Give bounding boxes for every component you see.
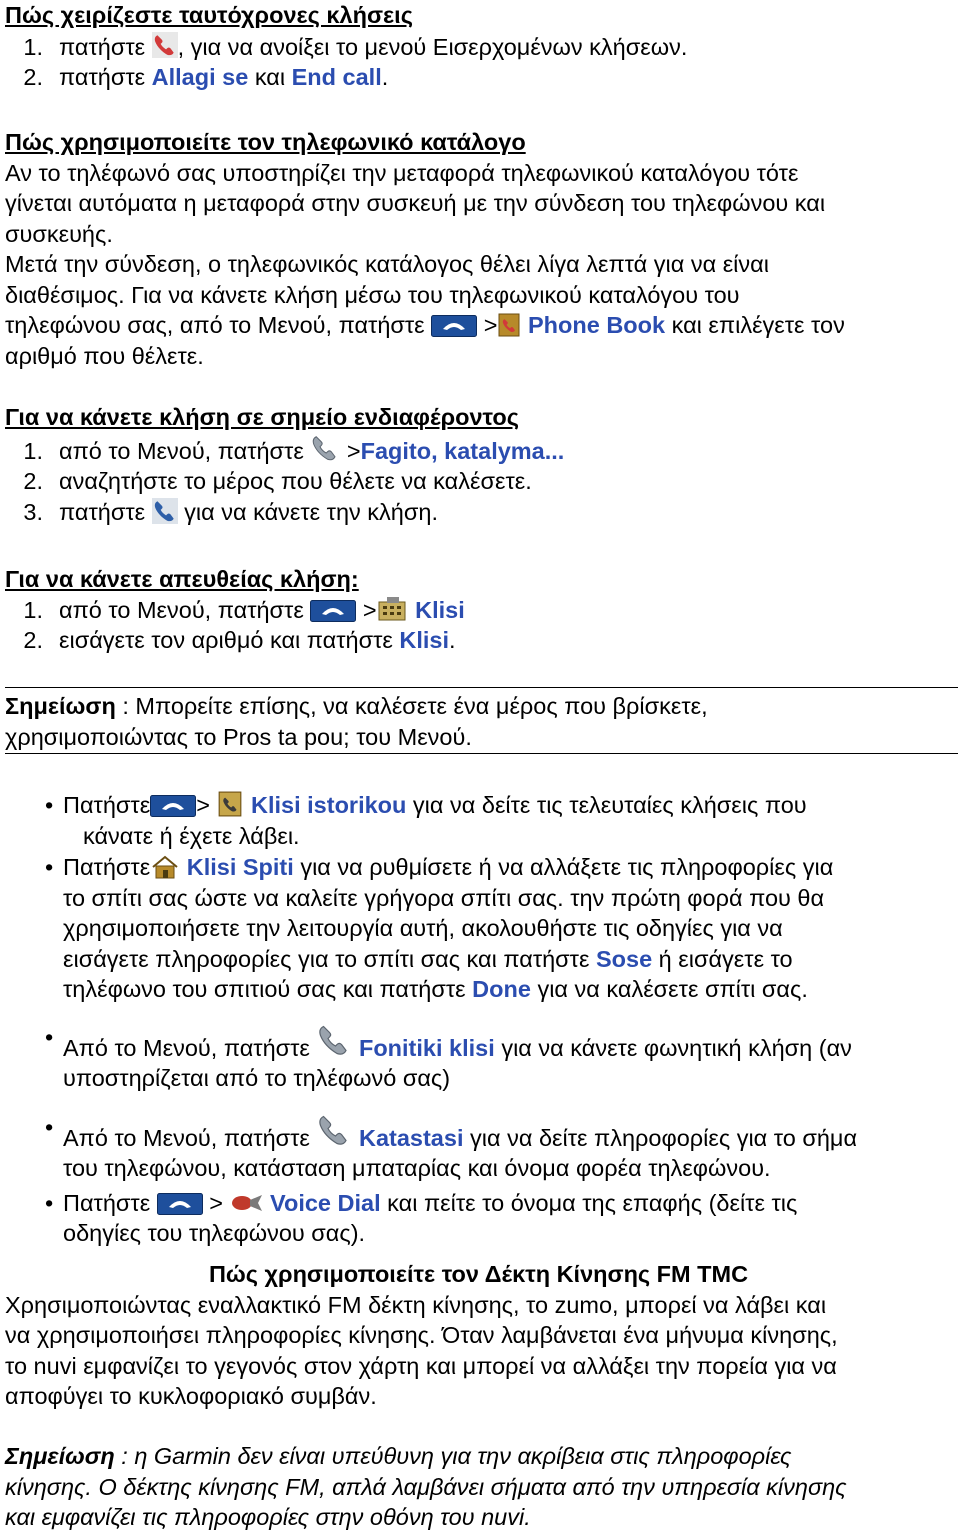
katastasi-option: Katastasi: [358, 1124, 464, 1151]
phonebook-icon: [216, 791, 244, 817]
home-icon: [150, 855, 180, 879]
tools-button-icon: [431, 315, 477, 337]
note-label: Σημείωση: [5, 1443, 115, 1469]
section-title-simultaneous-calls: Πώς χειρίζεστε ταυτόχρονες κλήσεις: [5, 2, 413, 28]
section-title-fm-tmc: Πώς χρησιμοποιείτε τον Δέκτη Κίνησης FM TMC: [208, 1261, 749, 1287]
phonebook-icon: [497, 313, 521, 337]
phone-gray-icon: [316, 1112, 352, 1148]
tools-button-icon: [150, 795, 196, 817]
divider-top: [5, 687, 958, 688]
phone-gray-icon: [310, 433, 340, 463]
klisi-spiti-option: Klisi Spiti: [186, 854, 294, 880]
section-title-poi-call: Για να κάνετε κλήση σε σημείο ενδιαφέροντος: [5, 404, 519, 430]
list-item-voice-dial: • Πατήστε > Voice Dial και πείτε το όνομα της επαφής (δείτε τις οδηγίες του τηλεφώνου σας).: [45, 1189, 798, 1246]
allagi-se-option: Allagi se: [151, 64, 249, 90]
section-title-direct-call: Για να κάνετε απευθείας κλήση:: [5, 566, 359, 592]
voice-icon: [230, 1191, 264, 1215]
end-call-option: End call: [291, 64, 382, 90]
phone-book-option: Phone Book: [527, 312, 666, 338]
klisi-istorikou-option: Klisi istorikou: [250, 792, 407, 818]
dial-pad-icon: [377, 596, 409, 622]
fonitiki-klisi-option: Fonitiki klisi: [358, 1034, 495, 1061]
tools-button-icon: [157, 1193, 203, 1215]
voice-dial-option: Voice Dial: [270, 1189, 381, 1216]
klisi-button-ref: Klisi: [399, 627, 450, 653]
list-item-voice-call: • Από το Μενού, πατήστε Fonitiki klisi για να κάνετε φωνητική κλήση (αν υποστηρίζεται από το τηλέφωνό σας): [45, 1023, 852, 1091]
section-title-phonebook: Πώς χρησιμοποιείτε τον τηλεφωνικό κατάλογο: [5, 129, 526, 155]
phone-gray-icon: [316, 1022, 352, 1058]
note-label: Σημείωση: [5, 693, 116, 719]
list-item-call-history: • Πατήστε > Klisi istorikou για να δείτε τις τελευταίες κλήσεις που κάνατε ή έχετε λάβει.: [45, 792, 807, 849]
list-item-home-call: • Πατήστε Klisi Spiti για να ρυθμίσετε ή να αλλάξετε τις πληροφορίες για το σπίτι σας ώστε να καλείτε γρήγορα σπίτι σας. την πρώτη φορά που θα χρησιμοποιήσετε την λειτουργία αυτή, ακολουθήστε τις οδηγίες για να εισάγετε πληροφορίες για το σπίτι σας και πατήστε Sose ή εισάγετε το τηλέφωνο του σπιτιού σας και πατήστε Done για να καλέσετε σπίτι σας.: [45, 854, 834, 1002]
phone-red-icon: [152, 31, 178, 59]
klisi-option: Klisi: [415, 596, 465, 623]
done-option: Done: [472, 976, 531, 1002]
sose-option: Sose: [595, 945, 653, 972]
tools-button-icon: [310, 600, 356, 622]
phone-blue-icon: [152, 498, 178, 524]
divider-bottom: [5, 753, 958, 754]
list-item-status: • Από το Μενού, πατήστε Katastasi για να δείτε πληροφορίες για το σήμα του τηλεφώνου, κατάσταση μπαταρίας και όνομα φορέα τηλεφώνου.: [45, 1113, 858, 1181]
fagito-katalyma-option: Fagito, katalyma...: [360, 437, 565, 464]
